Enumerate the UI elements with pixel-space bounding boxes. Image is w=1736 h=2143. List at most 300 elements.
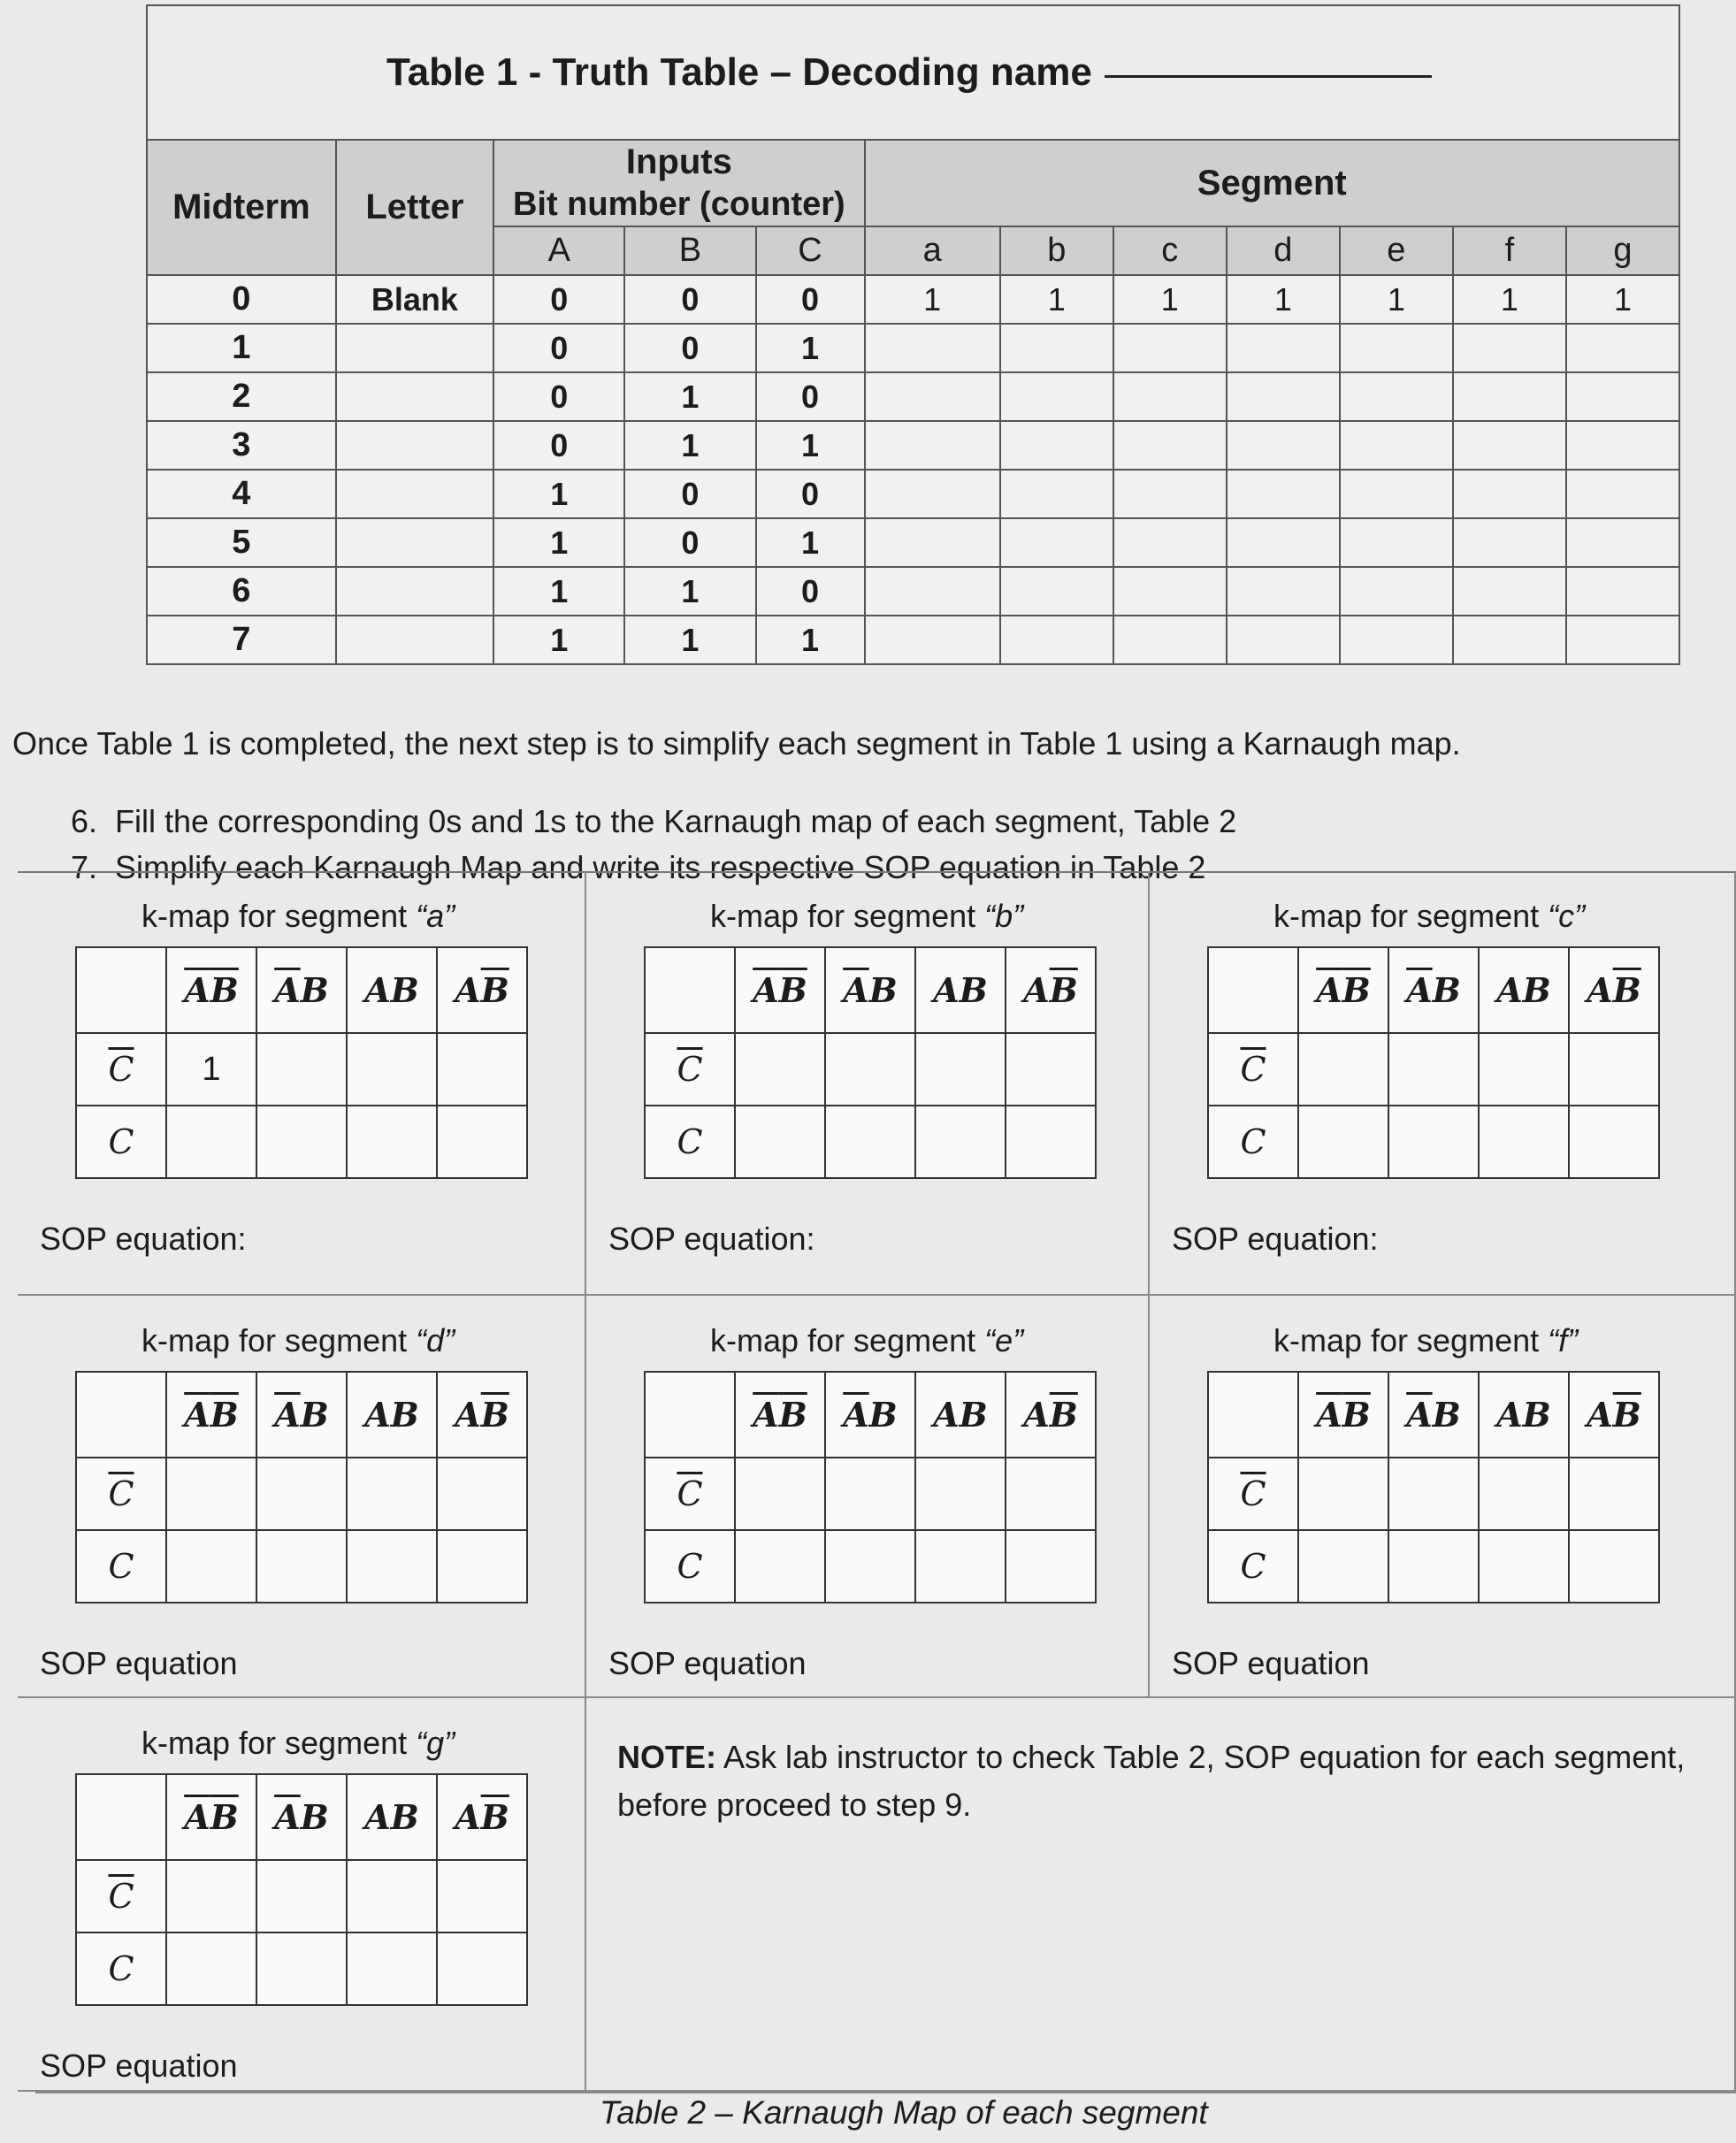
segment-cell-b <box>1000 470 1113 518</box>
kmap-segment-name: “b” <box>984 898 1024 934</box>
segment-cell-b <box>1000 421 1113 470</box>
header-bit-number: Bit number (counter) <box>512 186 845 223</box>
kmap-cell[interactable] <box>1479 1106 1569 1178</box>
kmap-col-header <box>915 1372 1006 1458</box>
kmap-col-header-a: $\overline{A}$ <box>274 1797 301 1837</box>
input-b-cell: 0 <box>624 275 755 324</box>
header-midterm: Midterm <box>147 140 336 275</box>
kmap-col-header <box>166 1372 256 1458</box>
truth-table-row <box>147 421 1679 470</box>
segment-cell-a <box>865 518 1000 567</box>
sop-equation-label-b: SOP equation: <box>608 1221 815 1257</box>
kmap-cell[interactable] <box>1479 1033 1569 1106</box>
sop-equation-label-d: SOP equation <box>40 1645 238 1681</box>
segment-cell-e <box>1340 518 1453 567</box>
kmap-row-header <box>645 1106 735 1178</box>
header-seg-a: a <box>865 226 1000 275</box>
kmap-cell[interactable] <box>735 1106 825 1178</box>
kmap-cell[interactable] <box>166 1530 256 1603</box>
input-b-cell: 1 <box>624 567 755 616</box>
segment-cell-e: 1 <box>1340 275 1453 324</box>
input-c-cell: 1 <box>756 421 865 470</box>
kmap-col-header-b: B <box>390 1797 419 1837</box>
kmap-col-header-b: $\overline{B}$ <box>1342 970 1371 1010</box>
kmap-cell[interactable] <box>1298 1458 1388 1530</box>
segment-cell-c <box>1113 518 1227 567</box>
kmap-col-header-b: $\overline{B}$ <box>480 970 509 1010</box>
kmap-b <box>644 946 1097 1179</box>
kmap-row-header <box>645 1530 735 1603</box>
truth-table-title-text: Table 1 - Truth Table – Decoding name <box>386 50 1092 94</box>
kmap-col-header-a: $\overline{A}$ <box>184 970 210 1010</box>
kmap-col-header <box>347 947 437 1033</box>
step-7-text: Simplify each Karnaugh Map and write its respective SOP equation in Table 2 <box>115 849 1206 885</box>
segment-cell-a <box>865 567 1000 616</box>
input-b-cell: 1 <box>624 372 755 421</box>
truth-table-row <box>147 324 1679 372</box>
kmap-cell[interactable] <box>915 1106 1006 1178</box>
kmap-segment-name: “g” <box>416 1725 455 1761</box>
kmap-cell[interactable] <box>166 1860 256 1933</box>
segment-cell-f <box>1453 324 1566 372</box>
kmap-d <box>75 1371 528 1603</box>
kmap-cell[interactable] <box>1298 1033 1388 1106</box>
kmap-col-header <box>1388 1372 1479 1458</box>
kmap-col-header-a: A <box>1587 1395 1613 1435</box>
header-inputs <box>493 140 864 226</box>
kmap-cell[interactable] <box>1298 1530 1388 1603</box>
sop-equation-label-c: SOP equation: <box>1172 1221 1379 1257</box>
sop-equation-label-a: SOP equation: <box>40 1221 247 1257</box>
input-a-cell: 0 <box>493 372 624 421</box>
kmap-cell[interactable] <box>256 1106 347 1178</box>
kmap-row-header-label: $\overline{C}$ <box>677 1474 703 1513</box>
segment-cell-f <box>1453 421 1566 470</box>
kmap-col-header <box>347 1372 437 1458</box>
input-b-cell: 0 <box>624 324 755 372</box>
letter-cell <box>336 372 493 421</box>
letter-cell <box>336 616 493 664</box>
kmap-title-prefix: k-map for segment <box>710 1322 985 1359</box>
kmap-row-header-label: $\overline{C}$ <box>108 1474 134 1513</box>
segment-cell-d <box>1227 567 1340 616</box>
kmap-col-header <box>735 947 825 1033</box>
kmap-cell[interactable] <box>1479 1458 1569 1530</box>
segment-cell-e <box>1340 567 1453 616</box>
kmap-col-header <box>1006 947 1096 1033</box>
step-6-number: 6. <box>71 803 98 839</box>
kmap-row-header <box>645 1458 735 1530</box>
kmap-title-prefix: k-map for segment <box>141 1322 417 1359</box>
kmap-col-header <box>347 1774 437 1860</box>
segment-cell-d <box>1227 518 1340 567</box>
kmap-cell[interactable] <box>256 1033 347 1106</box>
instructor-note <box>617 1734 1696 1829</box>
kmap-row-header <box>76 1033 166 1106</box>
truth-table-row <box>147 567 1679 616</box>
kmap-col-header-b: B <box>390 1395 419 1435</box>
kmap-col-header-b: B <box>390 970 419 1010</box>
kmap-row-header-label: $\overline{C}$ <box>1240 1050 1266 1089</box>
kmap-col-header <box>915 947 1006 1033</box>
input-b-cell: 0 <box>624 470 755 518</box>
kmap-col-header-b: $\overline{B}$ <box>210 1395 239 1435</box>
kmap-col-header-a: $\overline{A}$ <box>753 970 779 1010</box>
table2-caption: Table 2 – Karnaugh Map of each segment <box>600 2094 1208 2131</box>
kmap-cell[interactable] <box>256 1860 347 1933</box>
input-c-cell: 1 <box>756 518 865 567</box>
segment-cell-e <box>1340 324 1453 372</box>
segment-cell-f <box>1453 567 1566 616</box>
kmap-segment-name: “c” <box>1548 898 1586 934</box>
kmap-cell[interactable] <box>1479 1530 1569 1603</box>
kmap-cell[interactable] <box>347 1033 437 1106</box>
input-a-cell: 1 <box>493 616 624 664</box>
kmap-col-header-a: $\overline{A}$ <box>753 1395 779 1435</box>
kmap-cell[interactable] <box>437 1933 527 2005</box>
midterm-cell: 2 <box>147 372 336 421</box>
kmap-cell[interactable] <box>915 1458 1006 1530</box>
header-inputs-label: Inputs <box>625 142 732 181</box>
header-seg-c: c <box>1113 226 1227 275</box>
step-6 <box>71 803 1236 840</box>
kmap-col-header <box>256 947 347 1033</box>
kmap-cell[interactable] <box>437 1106 527 1178</box>
segment-cell-b <box>1000 567 1113 616</box>
input-a-cell: 1 <box>493 518 624 567</box>
kmap-corner <box>76 1774 166 1860</box>
kmap-col-header <box>1479 947 1569 1033</box>
kmap-col-header-a: $\overline{A}$ <box>1316 970 1342 1010</box>
kmap-title-b <box>710 898 1023 935</box>
kmap-cell[interactable] <box>1569 1530 1659 1603</box>
header-seg-f: f <box>1453 226 1566 275</box>
kmap-col-header-a: $\overline{A}$ <box>274 970 301 1010</box>
kmap-col-header-b: B <box>959 970 988 1010</box>
kmap-col-header <box>166 947 256 1033</box>
kmap-col-header-b: B <box>1522 1395 1551 1435</box>
kmap-col-header-a: $\overline{A}$ <box>1316 1395 1342 1435</box>
note-label: NOTE: <box>617 1739 716 1775</box>
kmap-cell[interactable] <box>825 1458 915 1530</box>
kmap-row-header <box>76 1933 166 2005</box>
kmap-cell[interactable] <box>1388 1458 1479 1530</box>
kmap-row-header-label: $\overline{C}$ <box>677 1050 703 1089</box>
kmap-col-header-a: A <box>455 1395 481 1435</box>
kmap-col-header-a: A <box>364 1395 391 1435</box>
kmap-row-header <box>76 1530 166 1603</box>
kmap-col-header <box>825 947 915 1033</box>
kmap-col-header-b: $\overline{B}$ <box>1612 970 1641 1010</box>
input-a-cell: 0 <box>493 421 624 470</box>
kmap-cell[interactable] <box>825 1106 915 1178</box>
step-7-number: 7. <box>71 849 98 885</box>
kmap-row-header <box>1208 1458 1298 1530</box>
segment-cell-c <box>1113 567 1227 616</box>
kmap-col-header-a: A <box>364 970 391 1010</box>
header-seg-g: g <box>1566 226 1679 275</box>
kmap-col-header-b: $\overline{B}$ <box>480 1797 509 1837</box>
note-text: Ask lab instructor to check Table 2, SOP equation for each segment, before proceed to step 9. <box>617 1739 1686 1823</box>
kmap-cell[interactable] <box>1388 1106 1479 1178</box>
kmap-corner <box>76 1372 166 1458</box>
segment-cell-c <box>1113 324 1227 372</box>
kmap-col-header-a: A <box>933 1395 960 1435</box>
kmap-row-header-label: $\overline{C}$ <box>108 1877 134 1916</box>
kmap-title-f <box>1273 1322 1578 1359</box>
kmap-col-header-a: $\overline{A}$ <box>184 1797 210 1837</box>
kmap-col-header-a: A <box>1496 970 1523 1010</box>
kmap-cell[interactable] <box>166 1933 256 2005</box>
truth-table-row <box>147 470 1679 518</box>
kmap-row-header-label: $\overline{C}$ <box>1240 1474 1266 1513</box>
kmap-cell[interactable] <box>735 1033 825 1106</box>
truth-table-row <box>147 616 1679 664</box>
input-b-cell: 1 <box>624 616 755 664</box>
letter-cell <box>336 518 493 567</box>
kmap-corner <box>1208 947 1298 1033</box>
kmap-col-header-a: $\overline{A}$ <box>1406 970 1433 1010</box>
kmap-row-header-label: C <box>677 1122 703 1161</box>
kmap-cell[interactable] <box>915 1033 1006 1106</box>
midterm-cell: 0 <box>147 275 336 324</box>
segment-cell-e <box>1340 421 1453 470</box>
kmap-cell[interactable] <box>1006 1530 1096 1603</box>
kmap-corner <box>1208 1372 1298 1458</box>
kmap-col-header-b: $\overline{B}$ <box>778 970 807 1010</box>
kmap-col-header-a: $\overline{A}$ <box>843 1395 869 1435</box>
kmap-row-header-label: C <box>1240 1122 1266 1161</box>
kmap-col-header <box>166 1774 256 1860</box>
kmap-col-header-b: B <box>300 970 329 1010</box>
kmap-col-header-b: B <box>868 1395 898 1435</box>
kmap-col-header <box>825 1372 915 1458</box>
segment-cell-d <box>1227 616 1340 664</box>
kmap-row-header <box>1208 1530 1298 1603</box>
kmap-segment-name: “e” <box>984 1322 1024 1359</box>
segment-cell-f <box>1453 616 1566 664</box>
intro-text: Once Table 1 is completed, the next step is to simplify each segment in Table 1 using a Karnaugh map. <box>12 725 1461 762</box>
segment-cell-g <box>1566 421 1679 470</box>
segment-cell-a: 1 <box>865 275 1000 324</box>
segment-cell-c <box>1113 421 1227 470</box>
kmap-f <box>1207 1371 1660 1603</box>
kmap-title-g <box>141 1725 455 1762</box>
kmap-cell[interactable] <box>437 1860 527 1933</box>
kmap-col-header <box>437 1774 527 1860</box>
kmap-cell[interactable] <box>347 1106 437 1178</box>
kmap-col-header-b: $\overline{B}$ <box>1049 970 1078 1010</box>
kmap-cell[interactable] <box>1569 1033 1659 1106</box>
segment-cell-g <box>1566 372 1679 421</box>
letter-cell <box>336 324 493 372</box>
kmap-cell[interactable] <box>347 1458 437 1530</box>
decoding-name-line <box>1105 72 1432 78</box>
kmap-g <box>75 1773 528 2006</box>
kmap-title-prefix: k-map for segment <box>1273 898 1549 934</box>
kmap-cell[interactable] <box>1006 1458 1096 1530</box>
sop-equation-label-g: SOP equation <box>40 2047 238 2084</box>
kmap-col-header <box>256 1774 347 1860</box>
segment-cell-g <box>1566 567 1679 616</box>
kmap-row-header-label: C <box>1240 1547 1266 1586</box>
kmap-col-header-a: A <box>364 1797 391 1837</box>
segment-cell-b <box>1000 372 1113 421</box>
kmap-corner <box>76 947 166 1033</box>
kmap-col-header-b: $\overline{B}$ <box>1612 1395 1641 1435</box>
segment-cell-g <box>1566 518 1679 567</box>
kmap-col-header-a: A <box>933 970 960 1010</box>
kmap-cell[interactable] <box>735 1458 825 1530</box>
letter-cell <box>336 470 493 518</box>
segment-cell-c <box>1113 470 1227 518</box>
segment-cell-f <box>1453 518 1566 567</box>
segment-cell-g <box>1566 324 1679 372</box>
kmap-cell[interactable] <box>1298 1106 1388 1178</box>
input-c-cell: 0 <box>756 275 865 324</box>
truth-table-row <box>147 372 1679 421</box>
header-input-a: A <box>493 226 624 275</box>
segment-cell-c: 1 <box>1113 275 1227 324</box>
kmap-c <box>1207 946 1660 1179</box>
kmap-col-header <box>256 1372 347 1458</box>
kmap-title-c <box>1273 898 1585 935</box>
truth-table-title <box>147 5 1679 140</box>
kmap-col-header-b: B <box>1432 970 1461 1010</box>
kmap-cell[interactable] <box>256 1458 347 1530</box>
table2-bottom-border <box>35 2092 1736 2093</box>
segment-cell-a <box>865 372 1000 421</box>
kmap-segment-name: “a” <box>416 898 455 934</box>
kmap-col-header-a: $\overline{A}$ <box>274 1395 301 1435</box>
kmap-cell[interactable]: 1 <box>166 1033 256 1106</box>
kmap-col-header-b: $\overline{B}$ <box>210 970 239 1010</box>
kmap-cell[interactable] <box>437 1530 527 1603</box>
input-b-cell: 0 <box>624 518 755 567</box>
kmap-cell[interactable] <box>1388 1033 1479 1106</box>
kmap-row-header-label: C <box>677 1547 703 1586</box>
midterm-cell: 4 <box>147 470 336 518</box>
kmap-title-prefix: k-map for segment <box>1273 1322 1549 1359</box>
kmap-col-header-a: A <box>455 1797 481 1837</box>
kmap-col-header-b: $\overline{B}$ <box>778 1395 807 1435</box>
kmap-cell[interactable] <box>1569 1458 1659 1530</box>
kmap-cell[interactable] <box>166 1106 256 1178</box>
kmap-title-prefix: k-map for segment <box>141 1725 417 1761</box>
kmap-cell[interactable] <box>347 1933 437 2005</box>
header-input-c: C <box>756 226 865 275</box>
kmap-cell[interactable] <box>437 1458 527 1530</box>
midterm-cell: 5 <box>147 518 336 567</box>
kmap-row-header-label: $\overline{C}$ <box>108 1050 134 1089</box>
sop-equation-label-f: SOP equation <box>1172 1645 1370 1681</box>
kmap-corner <box>645 947 735 1033</box>
kmap-cell[interactable] <box>1388 1530 1479 1603</box>
input-c-cell: 0 <box>756 470 865 518</box>
sop-equation-label-e: SOP equation <box>608 1645 807 1681</box>
input-a-cell: 0 <box>493 324 624 372</box>
segment-cell-g <box>1566 470 1679 518</box>
kmap-col-header <box>1479 1372 1569 1458</box>
kmap-col-header <box>735 1372 825 1458</box>
segment-cell-f: 1 <box>1453 275 1566 324</box>
kmap-cell[interactable] <box>437 1033 527 1106</box>
segment-cell-c <box>1113 616 1227 664</box>
segment-cell-e <box>1340 616 1453 664</box>
midterm-cell: 1 <box>147 324 336 372</box>
kmap-cell[interactable] <box>166 1458 256 1530</box>
input-c-cell: 0 <box>756 372 865 421</box>
kmap-cell[interactable] <box>825 1530 915 1603</box>
header-seg-b: b <box>1000 226 1113 275</box>
kmap-col-header-a: A <box>1587 970 1613 1010</box>
kmap-row-header <box>1208 1033 1298 1106</box>
kmap-col-header-a: $\overline{A}$ <box>184 1395 210 1435</box>
kmap-col-header-a: A <box>1496 1395 1523 1435</box>
kmap-col-header-b: $\overline{B}$ <box>1049 1395 1078 1435</box>
kmap-a <box>75 946 528 1179</box>
segment-cell-e <box>1340 470 1453 518</box>
midterm-cell: 7 <box>147 616 336 664</box>
segment-cell-b: 1 <box>1000 275 1113 324</box>
kmap-col-header <box>437 1372 527 1458</box>
kmap-col-header-b: B <box>959 1395 988 1435</box>
kmap-cell[interactable] <box>1006 1106 1096 1178</box>
kmap-col-header <box>1569 1372 1659 1458</box>
kmap-cell[interactable] <box>825 1033 915 1106</box>
kmap-col-header-b: B <box>300 1395 329 1435</box>
header-input-b: B <box>624 226 755 275</box>
kmap-cell[interactable] <box>1569 1106 1659 1178</box>
kmap-col-header-b: $\overline{B}$ <box>1342 1395 1371 1435</box>
kmap-col-header <box>1569 947 1659 1033</box>
step-6-text: Fill the corresponding 0s and 1s to the Karnaugh map of each segment, Table 2 <box>115 803 1237 839</box>
kmap-segment-name: “d” <box>416 1322 455 1359</box>
kmap-cell[interactable] <box>347 1860 437 1933</box>
kmap-col-header-b: $\overline{B}$ <box>210 1797 239 1837</box>
kmap-row-header <box>76 1458 166 1530</box>
kmap-col-header-a: A <box>455 970 481 1010</box>
kmap-cell[interactable] <box>256 1933 347 2005</box>
kmap-e <box>644 1371 1097 1603</box>
kmap-cell[interactable] <box>256 1530 347 1603</box>
kmap-cell[interactable] <box>347 1530 437 1603</box>
segment-cell-e <box>1340 372 1453 421</box>
kmap-row-header-label: C <box>108 1122 134 1161</box>
segment-cell-d <box>1227 324 1340 372</box>
kmap-col-header-a: $\overline{A}$ <box>1406 1395 1433 1435</box>
kmap-cell[interactable] <box>915 1530 1006 1603</box>
kmap-row-header-label: C <box>108 1949 134 1988</box>
letter-cell: Blank <box>336 275 493 324</box>
midterm-cell: 6 <box>147 567 336 616</box>
header-seg-d: d <box>1227 226 1340 275</box>
kmap-row-header-label: C <box>108 1547 134 1586</box>
kmap-col-header-b: B <box>868 970 898 1010</box>
kmap-cell[interactable] <box>735 1530 825 1603</box>
kmap-row-header <box>76 1106 166 1178</box>
segment-cell-b <box>1000 518 1113 567</box>
header-seg-e: e <box>1340 226 1453 275</box>
header-letter: Letter <box>336 140 493 275</box>
kmap-cell[interactable] <box>1006 1033 1096 1106</box>
segment-cell-f <box>1453 470 1566 518</box>
segment-cell-b <box>1000 324 1113 372</box>
kmap-col-header-b: B <box>1522 970 1551 1010</box>
input-c-cell: 1 <box>756 324 865 372</box>
kmap-title-prefix: k-map for segment <box>710 898 985 934</box>
segment-cell-c <box>1113 372 1227 421</box>
